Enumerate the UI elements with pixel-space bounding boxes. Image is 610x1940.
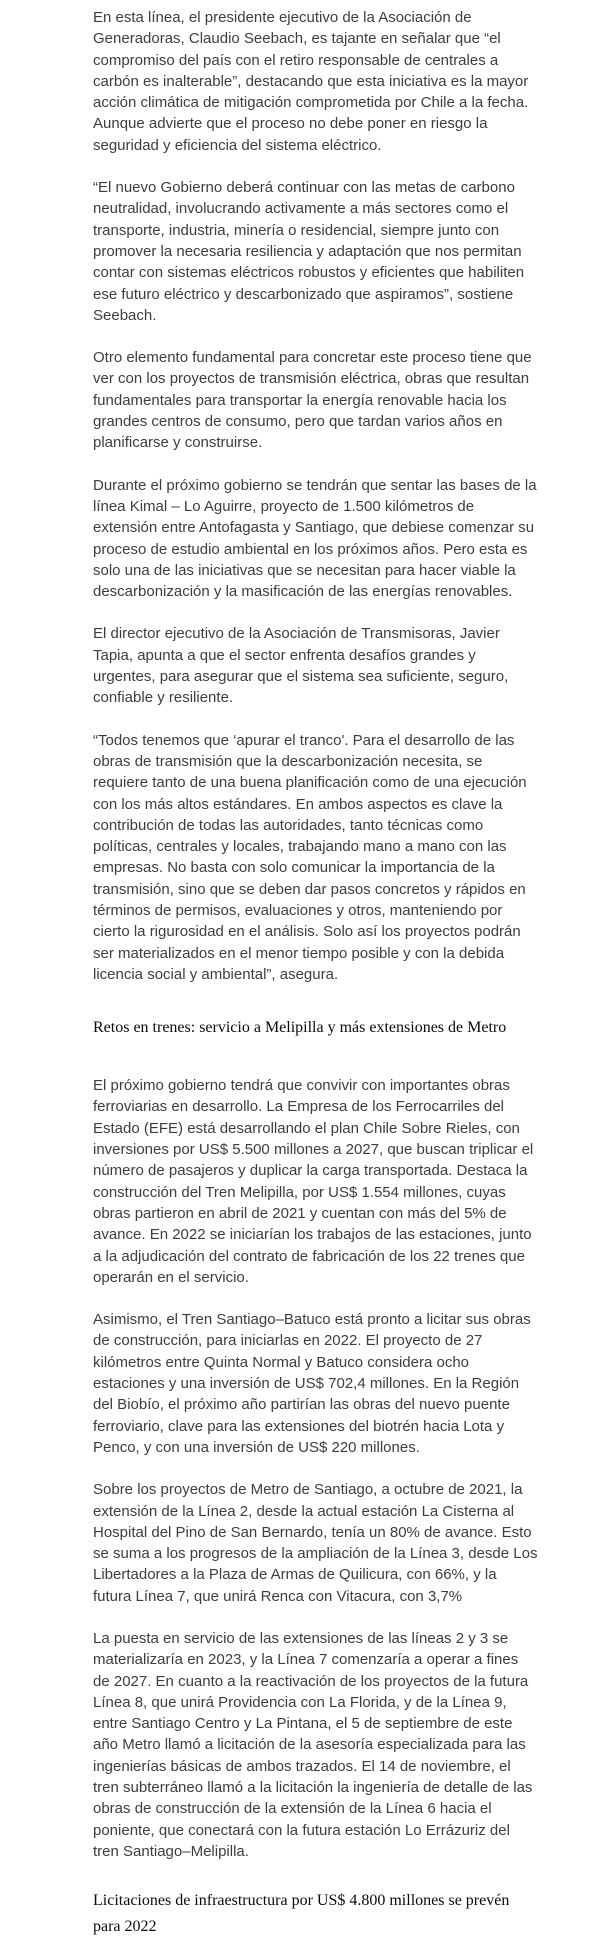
article-paragraph: El director ejecutivo de la Asociación de Transmisoras, Javier Tapia, apunta a que el sector enfrenta desafíos grandes y urgentes, para asegurar que el sistema sea suficiente, seguro, confiable y resiliente. <box>93 625 509 707</box>
article-paragraph: “El nuevo Gobierno deberá continuar con las metas de carbono neutralidad, involucrando activamente a más sectores como el transporte, industria, minería o residencial, siempre junto con promover la necesaria resiliencia y adaptación que nos permitan contar con sistemas eléctricos robustos y eficientes que habiliten ese futuro eléctrico y descarbonizado que aspiramos”, sostiene Seebach. <box>93 179 525 324</box>
article-paragraph: Sobre los proyectos de Metro de Santiago, a octubre de 2021, la extensión de la Línea 2, desde la actual estación La Cisterna al Hospital del Pino de San Bernardo, tenía un 80% de avance. Esto se suma a los progresos de la ampliación de la Línea 3, desde Los Libertadores a la Plaza de Armas de Quilicura, con 66%, y la futura Línea 7, que unirá Renca con Vitacura, con 3,7% <box>93 1481 538 1605</box>
article-paragraph: “Todos tenemos que ‘apurar el tranco'. Para el desarrollo de las obras de transmisión que la descarbonización necesita, se requiere tanto de una buena planificación como de una ejecución con los más altos estándares. En ambos aspectos es clave la contribución de todas las autoridades, tanto técnicas como políticas, centrales y locales, trabajando mano a mano con las empresas. No basta con solo comunicar la importancia de la transmisión, sino que se deben dar pasos concretos y rápidos en términos de permisos, evaluaciones y otros, manteniendo por cierto la rigurosidad en el análisis. Solo así los proyectos podrán ser materializados en el menor tiempo posible y con la debida licencia social y ambiental”, asegura. <box>93 731 527 983</box>
article-paragraph: Otro elemento fundamental para concretar este proceso tiene que ver con los proyectos de transmisión eléctrica, obras que resultan fundamentales para transportar la energía renovable hacia los grandes centros de consumo, pero que tardan varios años en planificarse y construirse. <box>93 349 532 452</box>
article-paragraph: La puesta en servicio de las extensiones de las líneas 2 y 3 se materializaría en 2023, y la Línea 7 comenzaría a operar a fines de 2027. En cuanto a la reactivación de los proyectos de la futura Línea 8, que unirá Providencia con La Florida, y de la Línea 9, entre Santiago Centro y La Pintana, el 5 de septiembre de este año Metro llamó a licitación de la asesoría especializada para las ingenierías básicas de ambos trazados. El 14 de noviembre, el tren subterráneo llamó a la licitación la ingeniería de detalle de las obras de construcción de la extensión de la Línea 6 hacia el poniente, que conectará con la futura estación Lo Errázuriz del tren Santiago–Melipilla. <box>93 1630 533 1860</box>
article-paragraph: Durante el próximo gobierno se tendrán que sentar las bases de la línea Kimal – Lo Aguirre, proyecto de 1.500 kilómetros de extensión entre Antofagasta y Santiago, que debiese comenzar su proceso de estudio ambiental en los próximos años. Pero esta es solo una de las iniciativas que se necesitan para hacer viable la descarbonización y la masificación de las energías renovables. <box>93 476 537 601</box>
article-paragraph: El próximo gobierno tendrá que convivir con importantes obras ferroviarias en desarrollo. La Empresa de los Ferrocarriles del Estado (EFE) está desarrollando el plan Chile Sobre Rieles, con inversiones por US$ 5.500 millones a 2027, que buscan triplicar el número de pasajeros y duplicar la carga transportada. Destaca la construcción del Tren Melipilla, por US$ 1.554 millones, cuyas obras partieron en abril de 2021 y cuentan con más del 5% de avance. En 2022 se iniciarían los trabajos de las estaciones, junto a la adjudicación del contrato de fabricación de los 22 trenes que operarán en el servicio. <box>93 1077 534 1286</box>
article-paragraph: Asimismo, el Tren Santiago–Batuco está pronto a licitar sus obras de construcción, para iniciarlas en 2022. El proyecto de 27 kilómetros entre Quinta Normal y Batuco considera ocho estaciones y una inversión de US$ 702,4 millones. En la Región del Biobío, el próximo año partirían las obras del nuevo puente ferroviario, clave para las extensiones del biotrén hacia Lota y Penco, y con una inversión de US$ 220 millones. <box>93 1311 531 1456</box>
article-paragraph: En esta línea, el presidente ejecutivo de la Asociación de Generadoras, Claudio Seebach, es tajante en señalar que “el compromiso del país con el retiro responsable de centrales a carbón es inalterable”, destacando que esta iniciativa es la mayor acción climática de mitigación comprometida por Chile a la fecha. Aunque advierte que el proceso no debe poner en riesgo la seguridad y eficiencia del sistema eléctrico. <box>93 9 529 154</box>
section-heading-trains: Retos en trenes: servicio a Melipilla y más extensiones de Metro <box>93 1019 507 1037</box>
section-heading-licitaciones: Licitaciones de infraestructura por US$ 4.800 millones se prevén para 2022 <box>93 1892 510 1936</box>
